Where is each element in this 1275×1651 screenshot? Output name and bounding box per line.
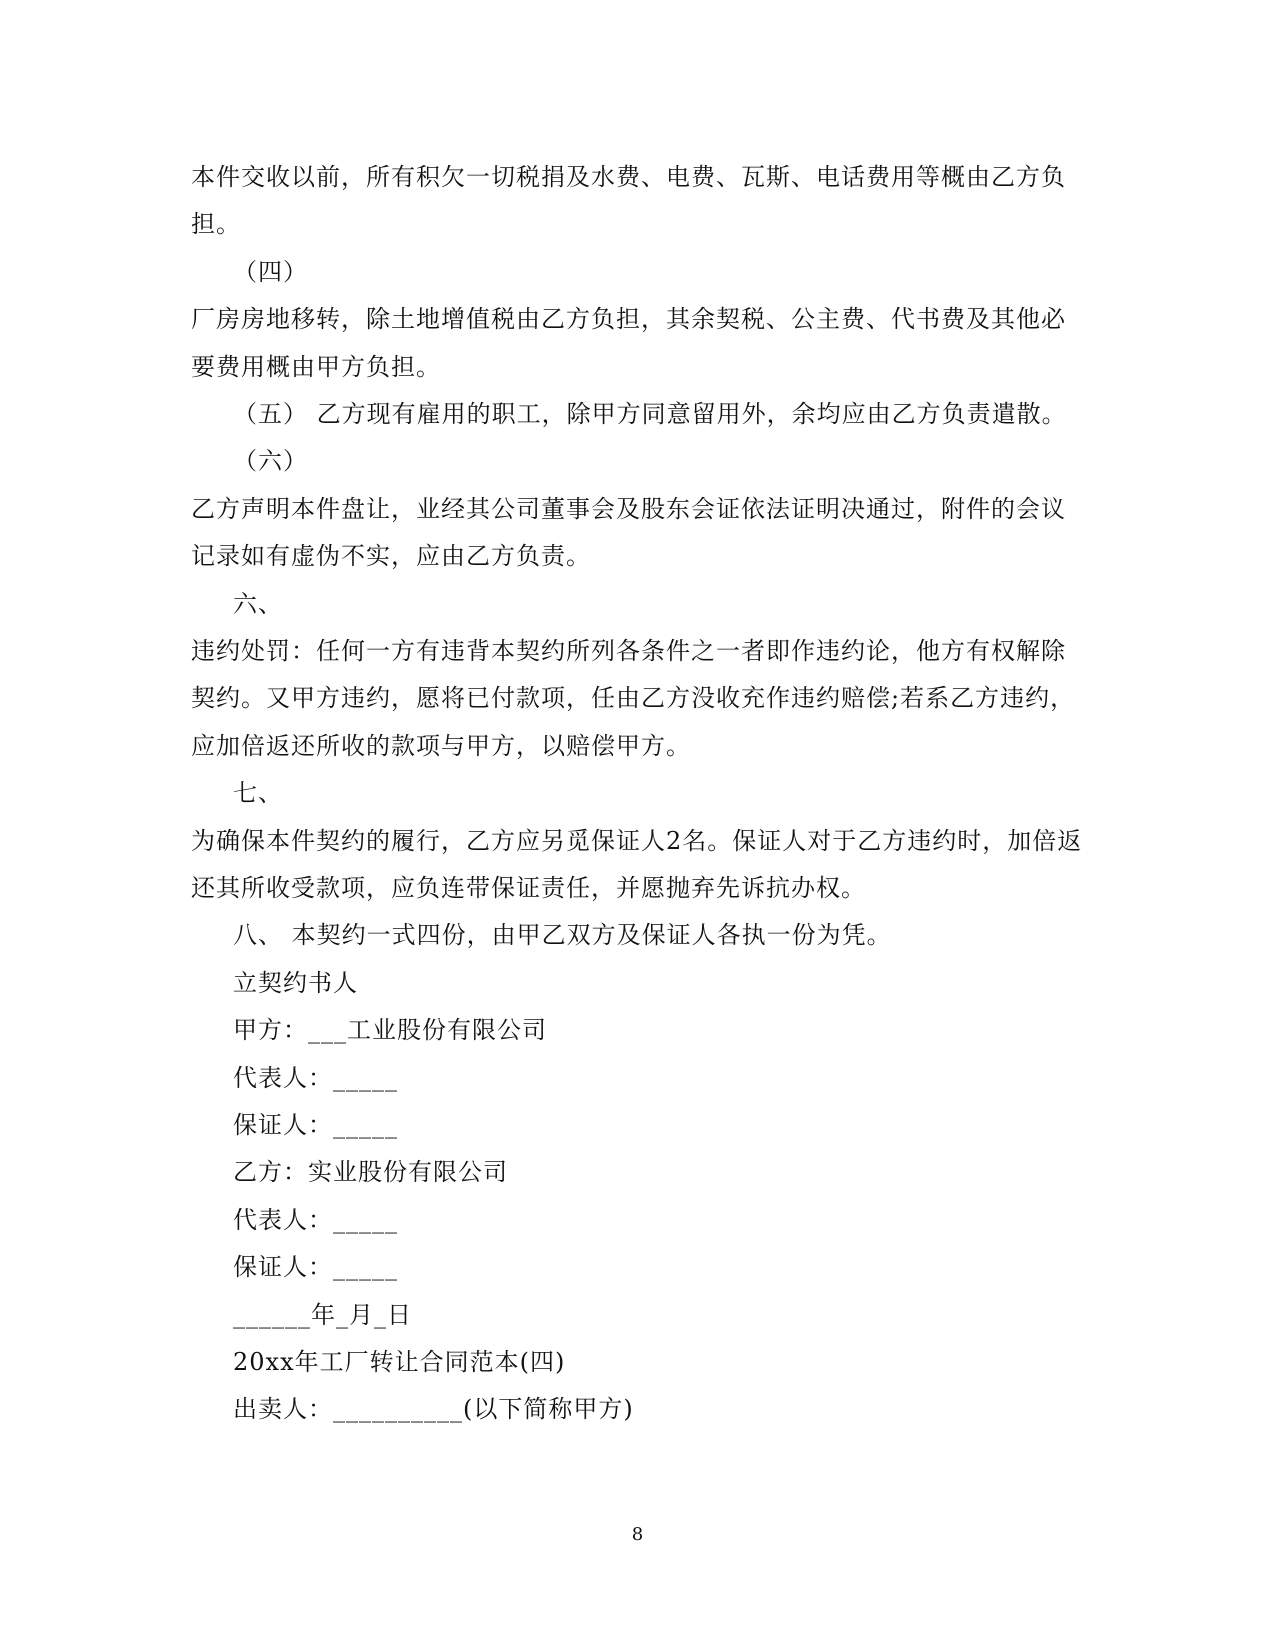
paragraph-line: 乙方声明本件盘让，业经其公司董事会及股东会证依法证明决通过，附件的会议 xyxy=(191,495,1066,523)
paragraph-line: 要费用概由甲方负担。 xyxy=(191,353,441,381)
representative-line: 代表人：_____ xyxy=(233,1064,398,1092)
party-a-line: 甲方：___工业股份有限公司 xyxy=(233,1016,547,1044)
clause-heading: （四） xyxy=(233,258,308,286)
clause-line: 八、 本契约一式四份，由甲乙双方及保证人各执一份为凭。 xyxy=(233,921,892,949)
seller-line: 出卖人：__________(以下简称甲方) xyxy=(233,1395,634,1423)
paragraph-line: 记录如有虚伪不实，应由乙方负责。 xyxy=(191,542,591,570)
paragraph-line: 为确保本件契约的履行，乙方应另觅保证人2名。保证人对于乙方违约时，加倍返 xyxy=(191,827,1083,855)
paragraph-line: 应加倍返还所收的款项与甲方，以赔偿甲方。 xyxy=(191,732,691,760)
clause-heading: （六） xyxy=(233,447,308,475)
clause-line: （五） 乙方现有雇用的职工，除甲方同意留用外，余均应由乙方负责遣散。 xyxy=(233,400,1067,428)
guarantor-line: 保证人：_____ xyxy=(233,1111,398,1139)
paragraph-line: 还其所收受款项，应负连带保证责任，并愿抛弃先诉抗办权。 xyxy=(191,874,866,902)
page-number: 8 xyxy=(631,1524,644,1545)
paragraph-line: 本件交收以前，所有积欠一切税捐及水费、电费、瓦斯、电话费用等概由乙方负 xyxy=(191,163,1066,191)
clause-heading: 六、 xyxy=(233,590,283,618)
date-line: ______年_月_日 xyxy=(233,1301,412,1329)
guarantor-line: 保证人：_____ xyxy=(233,1253,398,1281)
section-title: 20xx年工厂转让合同范本(四) xyxy=(233,1348,566,1376)
paragraph-line: 厂房房地移转，除土地增值税由乙方负担，其余契税、公主费、代书费及其他必 xyxy=(191,305,1066,333)
party-b-line: 乙方：实业股份有限公司 xyxy=(233,1158,508,1186)
signatory-heading: 立契约书人 xyxy=(233,969,358,997)
paragraph-line: 担。 xyxy=(191,210,241,238)
representative-line: 代表人：_____ xyxy=(233,1206,398,1234)
paragraph-line: 契约。又甲方违约，愿将已付款项，任由乙方没收充作违约赔偿;若系乙方违约， xyxy=(191,684,1076,712)
clause-heading: 七、 xyxy=(233,779,283,807)
paragraph-line: 违约处罚：任何一方有违背本契约所列各条件之一者即作违约论，他方有权解除 xyxy=(191,637,1066,665)
